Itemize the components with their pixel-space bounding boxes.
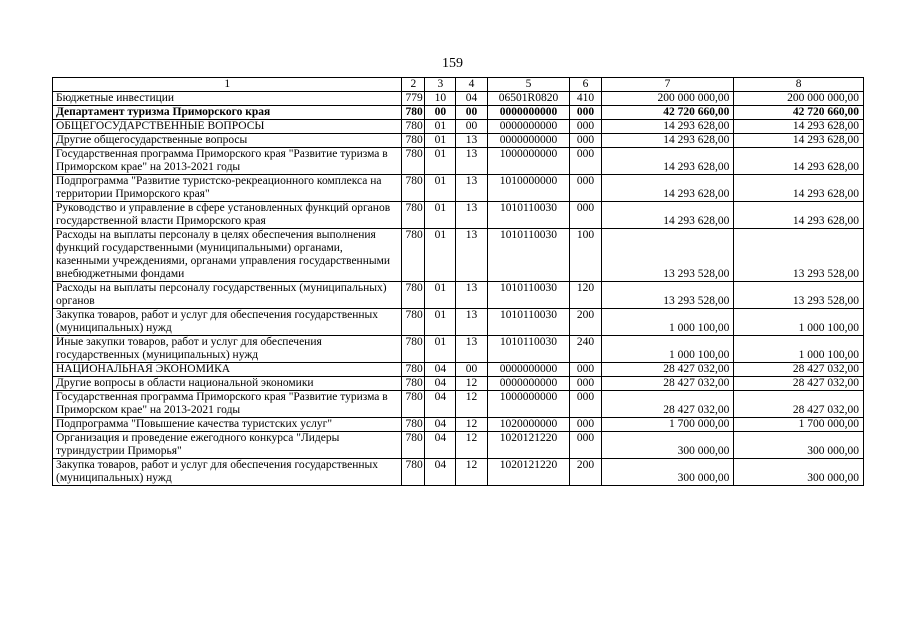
target-article-cell: 0000000000: [487, 134, 570, 148]
amount-cell-col7: 14 293 628,00: [601, 120, 734, 134]
subsection-cell: 04: [456, 92, 487, 106]
target-article-cell: 1010110030: [487, 229, 570, 282]
target-article-cell: 1010110030: [487, 336, 570, 363]
grbs-cell: 780: [402, 148, 425, 175]
subsection-cell: 12: [456, 432, 487, 459]
subsection-cell: 13: [456, 309, 487, 336]
amount-cell-col8: 13 293 528,00: [734, 282, 864, 309]
amount-cell-col8: 14 293 628,00: [734, 134, 864, 148]
section-cell: 01: [425, 202, 456, 229]
amount-cell-col7: 28 427 032,00: [601, 377, 734, 391]
header-cell-col6: 6: [570, 78, 601, 92]
expense-type-cell: 410: [570, 92, 601, 106]
subsection-cell: 00: [456, 106, 487, 120]
table-row: [53, 134, 864, 148]
row-name-cell: НАЦИОНАЛЬНАЯ ЭКОНОМИКА: [53, 363, 402, 377]
expense-type-cell: 000: [570, 377, 601, 391]
table-row: [53, 229, 864, 282]
row-name-cell: Другие общегосударственные вопросы: [53, 134, 402, 148]
expense-type-cell: 000: [570, 120, 601, 134]
subsection-cell: 13: [456, 202, 487, 229]
table-row: [53, 391, 864, 418]
target-article-cell: 0000000000: [487, 363, 570, 377]
table-row: [53, 175, 864, 202]
grbs-cell: 779: [402, 92, 425, 106]
target-article-cell: 1000000000: [487, 148, 570, 175]
grbs-cell: 780: [402, 432, 425, 459]
table-row: [53, 92, 864, 106]
grbs-cell: 780: [402, 391, 425, 418]
amount-cell-col7: 28 427 032,00: [601, 363, 734, 377]
target-article-cell: 1020121220: [487, 432, 570, 459]
section-cell: 04: [425, 377, 456, 391]
row-name-cell: Закупка товаров, работ и услуг для обеспечения государственных (муниципальных) нужд: [53, 459, 402, 486]
table-row: [53, 432, 864, 459]
amount-cell-col8: 300 000,00: [734, 459, 864, 486]
row-name-cell: Закупка товаров, работ и услуг для обеспечения государственных (муниципальных) нужд: [53, 309, 402, 336]
amount-cell-col7: 13 293 528,00: [601, 229, 734, 282]
target-article-cell: 06501R0820: [487, 92, 570, 106]
section-cell: 10: [425, 92, 456, 106]
section-cell: 04: [425, 459, 456, 486]
target-article-cell: 1000000000: [487, 391, 570, 418]
table-row: [53, 309, 864, 336]
amount-cell-col8: 13 293 528,00: [734, 229, 864, 282]
target-article-cell: 0000000000: [487, 106, 570, 120]
grbs-cell: 780: [402, 229, 425, 282]
expense-type-cell: 240: [570, 336, 601, 363]
row-name-cell: Руководство и управление в сфере установленных функций органов государственной власти Приморского края: [53, 202, 402, 229]
expense-type-cell: 000: [570, 363, 601, 377]
table-row: [53, 106, 864, 120]
row-name-cell: Расходы на выплаты персоналу государственных (муниципальных) органов: [53, 282, 402, 309]
row-name-cell: Организация и проведение ежегодного конкурса "Лидеры туриндустрии Приморья": [53, 432, 402, 459]
amount-cell-col7: 300 000,00: [601, 432, 734, 459]
amount-cell-col8: 200 000 000,00: [734, 92, 864, 106]
amount-cell-col8: 14 293 628,00: [734, 120, 864, 134]
header-cell-col5: 5: [487, 78, 570, 92]
subsection-cell: 13: [456, 229, 487, 282]
amount-cell-col8: 28 427 032,00: [734, 363, 864, 377]
target-article-cell: 1020121220: [487, 459, 570, 486]
table-row: [53, 120, 864, 134]
row-name-cell: Иные закупки товаров, работ и услуг для обеспечения государственных (муниципальных) нужд: [53, 336, 402, 363]
expense-type-cell: 100: [570, 229, 601, 282]
header-cell-col2: 2: [402, 78, 425, 92]
grbs-cell: 780: [402, 336, 425, 363]
amount-cell-col8: 14 293 628,00: [734, 202, 864, 229]
table-header-row: [53, 78, 864, 92]
amount-cell-col7: 1 700 000,00: [601, 418, 734, 432]
subsection-cell: 00: [456, 120, 487, 134]
amount-cell-col7: 14 293 628,00: [601, 175, 734, 202]
row-name-cell: Государственная программа Приморского края "Развитие туризма в Приморском крае" на 2013-2021 годы: [53, 148, 402, 175]
grbs-cell: 780: [402, 120, 425, 134]
table-row: [53, 282, 864, 309]
amount-cell-col7: 14 293 628,00: [601, 134, 734, 148]
section-cell: 01: [425, 175, 456, 202]
expense-type-cell: 000: [570, 432, 601, 459]
section-cell: 01: [425, 134, 456, 148]
target-article-cell: 0000000000: [487, 377, 570, 391]
amount-cell-col7: 200 000 000,00: [601, 92, 734, 106]
amount-cell-col8: 300 000,00: [734, 432, 864, 459]
section-cell: 04: [425, 391, 456, 418]
row-name-cell: Подпрограмма "Развитие туристско-рекреационного комплекса на территории Приморского края": [53, 175, 402, 202]
header-cell-col4: 4: [456, 78, 487, 92]
page-number: 159: [442, 56, 463, 71]
budget-table: [52, 77, 864, 486]
subsection-cell: 13: [456, 282, 487, 309]
table-row: [53, 418, 864, 432]
amount-cell-col8: 14 293 628,00: [734, 148, 864, 175]
header-cell-col1: 1: [53, 78, 402, 92]
expense-type-cell: 000: [570, 391, 601, 418]
subsection-cell: 12: [456, 377, 487, 391]
section-cell: 01: [425, 148, 456, 175]
table-row: [53, 336, 864, 363]
expense-type-cell: 000: [570, 202, 601, 229]
expense-type-cell: 000: [570, 106, 601, 120]
row-name-cell: Подпрограмма "Повышение качества туристских услуг": [53, 418, 402, 432]
target-article-cell: 1010000000: [487, 175, 570, 202]
grbs-cell: 780: [402, 282, 425, 309]
section-cell: 01: [425, 120, 456, 134]
row-name-cell: Другие вопросы в области национальной экономики: [53, 377, 402, 391]
section-cell: 01: [425, 282, 456, 309]
row-name-cell: Расходы на выплаты персоналу в целях обеспечения выполнения функций государственными (муниципальными) органами, казенными учреждениями, органами управления государственными внебюджетными фондами: [53, 229, 402, 282]
grbs-cell: 780: [402, 418, 425, 432]
grbs-cell: 780: [402, 202, 425, 229]
subsection-cell: 12: [456, 391, 487, 418]
section-cell: 04: [425, 432, 456, 459]
amount-cell-col8: 1 700 000,00: [734, 418, 864, 432]
amount-cell-col7: 28 427 032,00: [601, 391, 734, 418]
target-article-cell: 1010110030: [487, 202, 570, 229]
section-cell: 01: [425, 336, 456, 363]
amount-cell-col8: 14 293 628,00: [734, 175, 864, 202]
target-article-cell: 0000000000: [487, 120, 570, 134]
grbs-cell: 780: [402, 134, 425, 148]
amount-cell-col8: 1 000 100,00: [734, 309, 864, 336]
subsection-cell: 13: [456, 148, 487, 175]
section-cell: 01: [425, 229, 456, 282]
expense-type-cell: 200: [570, 309, 601, 336]
section-cell: 01: [425, 309, 456, 336]
header-cell-col7: 7: [601, 78, 734, 92]
row-name-cell: Департамент туризма Приморского края: [53, 106, 402, 120]
target-article-cell: 1010110030: [487, 282, 570, 309]
grbs-cell: 780: [402, 459, 425, 486]
grbs-cell: 780: [402, 106, 425, 120]
subsection-cell: 12: [456, 418, 487, 432]
subsection-cell: 13: [456, 175, 487, 202]
table-row: [53, 459, 864, 486]
table-row: [53, 363, 864, 377]
grbs-cell: 780: [402, 377, 425, 391]
row-name-cell: Бюджетные инвестиции: [53, 92, 402, 106]
subsection-cell: 13: [456, 134, 487, 148]
expense-type-cell: 000: [570, 418, 601, 432]
amount-cell-col7: 14 293 628,00: [601, 148, 734, 175]
grbs-cell: 780: [402, 309, 425, 336]
amount-cell-col8: 28 427 032,00: [734, 377, 864, 391]
section-cell: 00: [425, 106, 456, 120]
header-cell-col8: 8: [734, 78, 864, 92]
amount-cell-col8: 28 427 032,00: [734, 391, 864, 418]
amount-cell-col7: 14 293 628,00: [601, 202, 734, 229]
grbs-cell: 780: [402, 175, 425, 202]
header-cell-col3: 3: [425, 78, 456, 92]
amount-cell-col7: 42 720 660,00: [601, 106, 734, 120]
expense-type-cell: 000: [570, 148, 601, 175]
subsection-cell: 00: [456, 363, 487, 377]
row-name-cell: Государственная программа Приморского края "Развитие туризма в Приморском крае" на 2013-2021 годы: [53, 391, 402, 418]
amount-cell-col7: 300 000,00: [601, 459, 734, 486]
expense-type-cell: 000: [570, 134, 601, 148]
subsection-cell: 13: [456, 336, 487, 363]
target-article-cell: 1020000000: [487, 418, 570, 432]
section-cell: 04: [425, 363, 456, 377]
expense-type-cell: 000: [570, 175, 601, 202]
table-row: [53, 377, 864, 391]
row-name-cell: ОБЩЕГОСУДАРСТВЕННЫЕ ВОПРОСЫ: [53, 120, 402, 134]
table-row: [53, 202, 864, 229]
grbs-cell: 780: [402, 363, 425, 377]
expense-type-cell: 120: [570, 282, 601, 309]
amount-cell-col7: 1 000 100,00: [601, 336, 734, 363]
expense-type-cell: 200: [570, 459, 601, 486]
amount-cell-col7: 13 293 528,00: [601, 282, 734, 309]
section-cell: 04: [425, 418, 456, 432]
amount-cell-col8: 42 720 660,00: [734, 106, 864, 120]
amount-cell-col8: 1 000 100,00: [734, 336, 864, 363]
amount-cell-col7: 1 000 100,00: [601, 309, 734, 336]
table-row: [53, 148, 864, 175]
subsection-cell: 12: [456, 459, 487, 486]
target-article-cell: 1010110030: [487, 309, 570, 336]
